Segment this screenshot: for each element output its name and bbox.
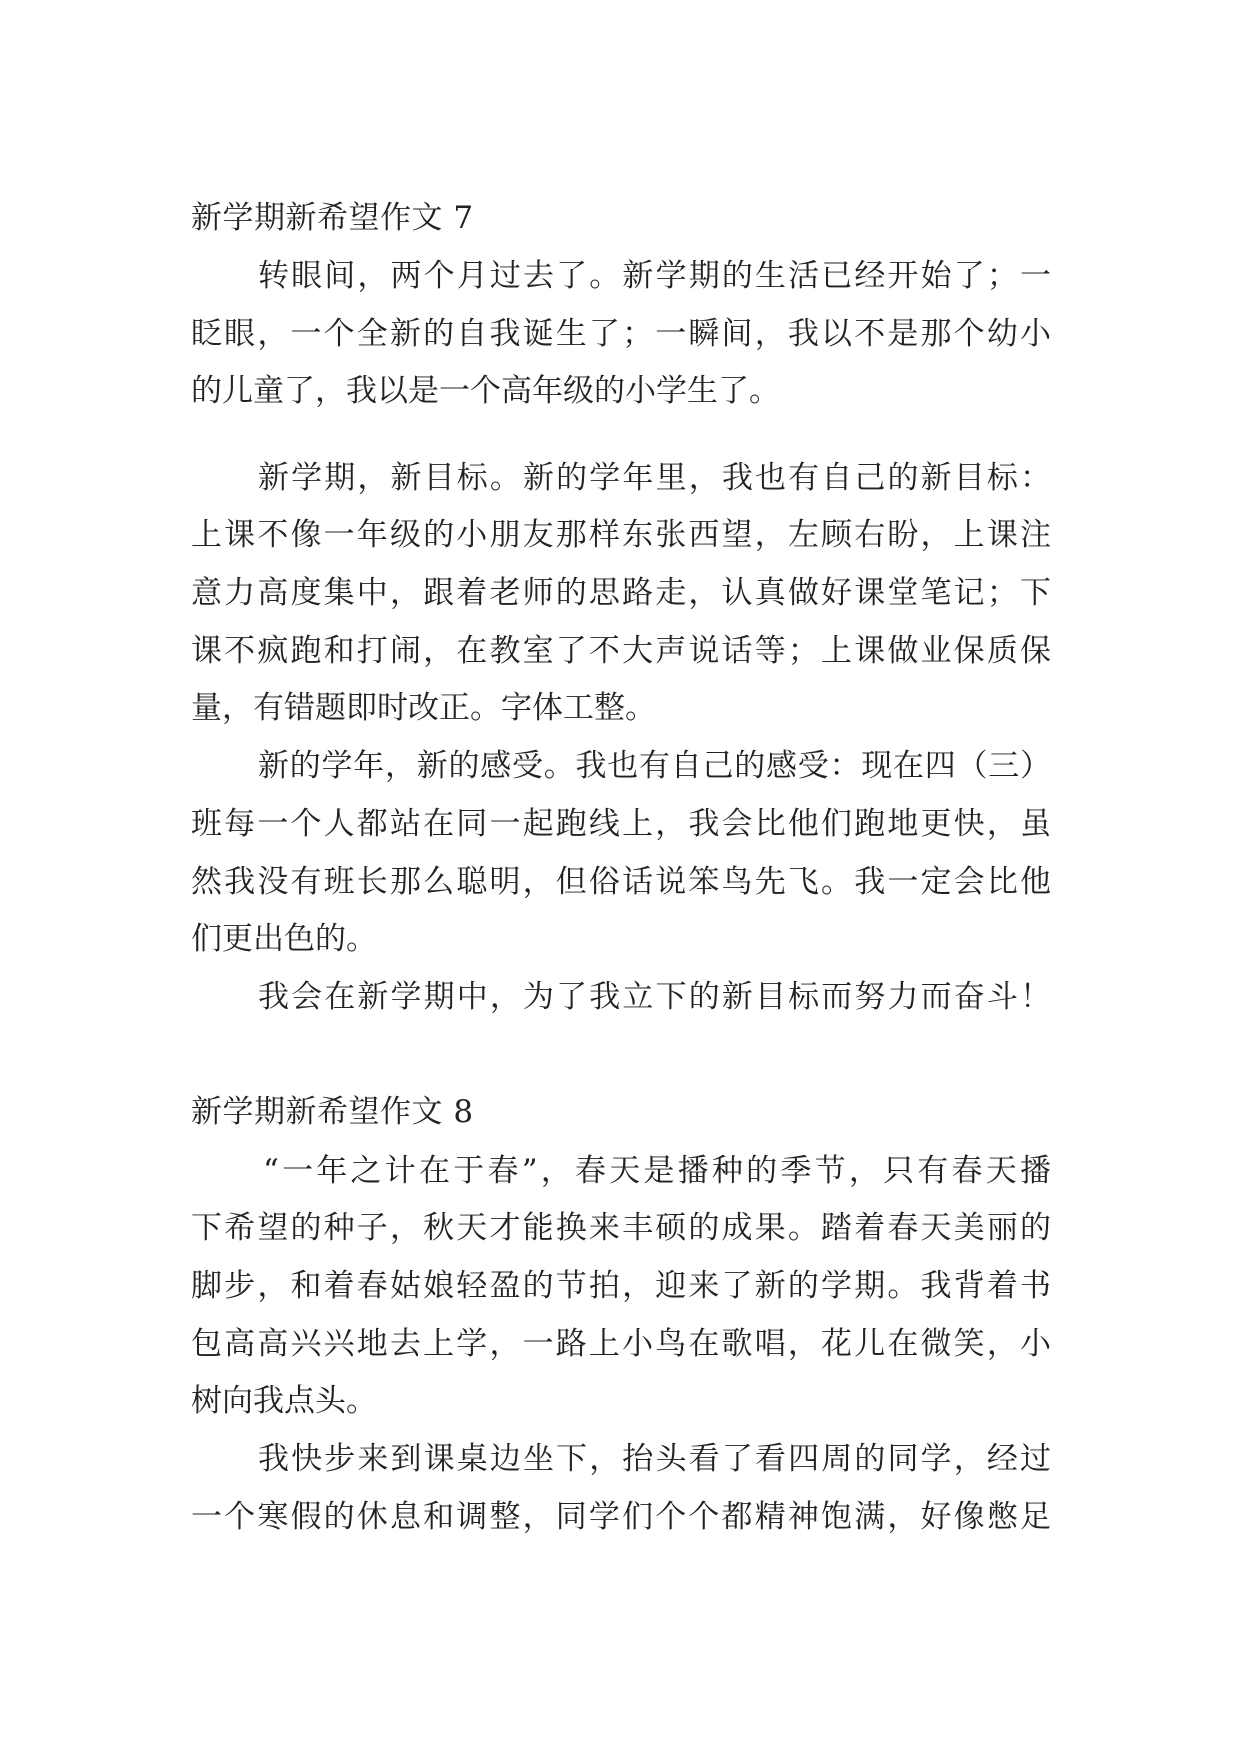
essay-7-p3-line-2: 班每一个人都站在同一起跑线上，我会比他们跑地更快，虽 bbox=[191, 806, 1051, 842]
essay-8-title: 新学期新希望作文 8 bbox=[191, 1094, 474, 1130]
essay-7-title: 新学期新希望作文 7 bbox=[191, 200, 474, 236]
essay-7-p2-line-4: 课不疯跑和打闹，在教室了不大声说话等；上课做业保质保 bbox=[191, 633, 1051, 669]
essay-7-p3-line-3: 然我没有班长那么聪明，但俗话说笨鸟先飞。我一定会比他 bbox=[191, 864, 1051, 900]
essay-7-p1-line-2: 眨眼，一个全新的自我诞生了；一瞬间，我以不是那个幼小 bbox=[191, 316, 1051, 352]
essay-8-p1-line-5: 树向我点头。 bbox=[191, 1383, 377, 1419]
essay-7-p2-line-5: 量，有错题即时改正。字体工整。 bbox=[191, 690, 656, 726]
essay-8-p1-line-2: 下希望的种子，秋天才能换来丰硕的成果。踏着春天美丽的 bbox=[191, 1210, 1051, 1246]
essay-7-p1-line-3: 的儿童了，我以是一个高年级的小学生了。 bbox=[191, 373, 780, 409]
essay-8-p1-line-1: “一年之计在于春”，春天是播种的季节，只有春天播 bbox=[263, 1153, 1051, 1189]
essay-8-p2-line-2: 一个寒假的休息和调整，同学们个个都精神饱满，好像憋足 bbox=[191, 1499, 1051, 1535]
essay-8-p1-line-3: 脚步，和着春姑娘轻盈的节拍，迎来了新的学期。我背着书 bbox=[191, 1268, 1051, 1304]
essay-7-p2-line-2: 上课不像一年级的小朋友那样东张西望，左顾右盼，上课注 bbox=[191, 517, 1051, 553]
essay-8-p1-line-4: 包高高兴兴地去上学，一路上小鸟在歌唱，花儿在微笑，小 bbox=[191, 1326, 1051, 1362]
essay-7-p2-line-1: 新学期，新目标。新的学年里，我也有自己的新目标： bbox=[258, 460, 1051, 496]
essay-7-p1-line-1: 转眼间，两个月过去了。新学期的生活已经开始了；一 bbox=[258, 258, 1051, 294]
essay-7-p4-line-1: 我会在新学期中，为了我立下的新目标而努力而奋斗！ bbox=[258, 979, 1051, 1015]
essay-7-p2-line-3: 意力高度集中，跟着老师的思路走，认真做好课堂笔记；下 bbox=[191, 575, 1051, 611]
essay-7-p3-line-1: 新的学年，新的感受。我也有自己的感受：现在四（三） bbox=[258, 748, 1051, 784]
essay-8-p2-line-1: 我快步来到课桌边坐下，抬头看了看四周的同学，经过 bbox=[258, 1441, 1051, 1477]
essay-7-p3-line-4: 们更出色的。 bbox=[191, 921, 377, 957]
